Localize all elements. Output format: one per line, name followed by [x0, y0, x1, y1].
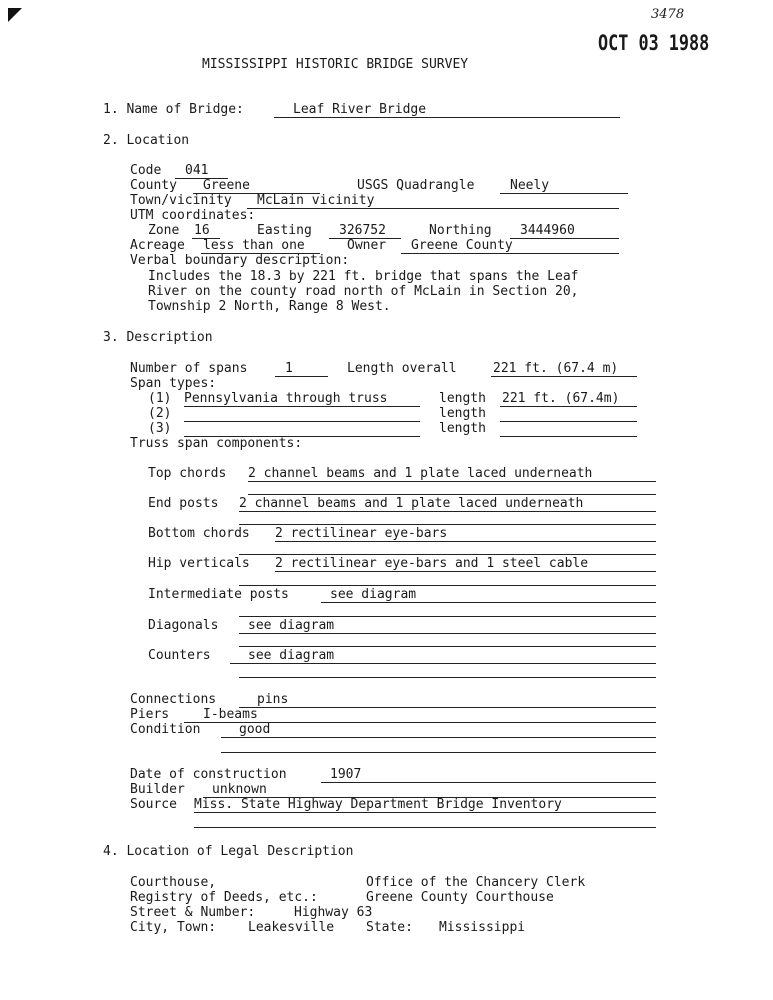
top-chords-line-1 — [248, 481, 656, 482]
verbal-boundary-line-2: River on the county road north of McLain in Section 20, — [148, 284, 579, 299]
end-posts-line-1 — [239, 511, 656, 512]
end-posts-value: 2 channel beams and 1 plate laced underneath — [239, 496, 584, 511]
intermediate-posts-value: see diagram — [330, 587, 417, 602]
truss-components-label: Truss span components: — [130, 436, 303, 451]
connections-value: pins — [257, 692, 289, 707]
zone-value: 16 — [194, 223, 210, 238]
end-posts-line-2 — [239, 524, 656, 525]
span-row-2-length-line — [500, 421, 637, 422]
intermediate-posts-line-2 — [239, 616, 656, 617]
courthouse-label: Courthouse, — [130, 875, 217, 890]
diagonals-label: Diagonals — [148, 618, 219, 633]
northing-value: 3444960 — [520, 223, 575, 238]
easting-value: 326752 — [339, 223, 386, 238]
code-value: 041 — [185, 163, 209, 178]
top-chords-line-2 — [248, 494, 656, 495]
source-line-2 — [194, 827, 656, 828]
county-label: County — [130, 178, 177, 193]
town-value: McLain vicinity — [257, 193, 375, 208]
span-row-2-num: (2) — [148, 406, 172, 421]
northing-line — [510, 238, 619, 239]
counters-value: see diagram — [248, 648, 335, 663]
intermediate-posts-label: Intermediate posts — [148, 587, 289, 602]
acreage-label: Acreage — [130, 238, 185, 253]
bottom-chords-line-1 — [275, 541, 656, 542]
span-row-1-type-line — [184, 406, 420, 407]
legal-description-heading: 4. Location of Legal Description — [103, 844, 354, 859]
hip-verticals-line-2 — [239, 585, 656, 586]
span-row-2-type-line — [184, 421, 420, 422]
northing-label: Northing — [429, 223, 492, 238]
spans-label: Number of spans — [130, 361, 248, 376]
span-row-3-num: (3) — [148, 421, 172, 436]
construction-date-value: 1907 — [330, 767, 362, 782]
registry-value: Greene County Courthouse — [366, 890, 554, 905]
verbal-boundary-label: Verbal boundary description: — [130, 253, 350, 268]
usgs-value: Neely — [510, 178, 550, 193]
builder-label: Builder — [130, 782, 185, 797]
condition-line-2 — [221, 752, 656, 753]
span-row-1-length: 221 ft. (67.4m) — [502, 391, 620, 406]
bottom-chords-value: 2 rectilinear eye-bars — [275, 526, 448, 541]
hip-verticals-value: 2 rectilinear eye-bars and 1 steel cable — [275, 556, 589, 571]
verbal-boundary-line-3: Township 2 North, Range 8 West. — [148, 299, 391, 314]
top-chords-label: Top chords — [148, 466, 227, 481]
piers-label: Piers — [130, 707, 170, 722]
city-value: Leakesville — [248, 920, 335, 935]
counters-label: Counters — [148, 648, 211, 663]
source-label: Source — [130, 797, 177, 812]
document-title: MISSISSIPPI HISTORIC BRIDGE SURVEY — [202, 57, 469, 72]
owner-line — [401, 253, 619, 254]
condition-label: Condition — [130, 722, 201, 737]
piers-value: I-beams — [203, 707, 258, 722]
spans-value: 1 — [285, 361, 293, 376]
top-chords-value: 2 channel beams and 1 plate laced underneath — [248, 466, 593, 481]
location-heading: 2. Location — [103, 133, 190, 148]
corner-mark — [8, 8, 22, 22]
courthouse-value: Office of the Chancery Clerk — [366, 875, 586, 890]
handwritten-number: 3478 — [651, 7, 685, 22]
connections-line — [239, 707, 656, 708]
condition-line-1 — [221, 737, 656, 738]
length-overall-value: 221 ft. (67.4 m) — [493, 361, 619, 376]
street-label: Street & Number: — [130, 905, 256, 920]
counters-line-1 — [230, 663, 656, 664]
span-row-3-length-line — [500, 436, 637, 437]
owner-label: Owner — [347, 238, 387, 253]
end-posts-label: End posts — [148, 496, 219, 511]
town-label: Town/vicinity — [130, 193, 232, 208]
city-label: City, Town: — [130, 920, 217, 935]
spans-line — [275, 376, 328, 377]
counters-line-2 — [239, 677, 656, 678]
span-row-2-length-label: length — [439, 406, 486, 421]
verbal-boundary-line-1: Includes the 18.3 by 221 ft. bridge that spans the Leaf — [148, 269, 579, 284]
span-row-3-length-label: length — [439, 421, 486, 436]
zone-label: Zone — [148, 223, 180, 238]
builder-value: unknown — [212, 782, 267, 797]
bottom-chords-label: Bottom chords — [148, 526, 250, 541]
construction-date-line — [321, 782, 656, 783]
intermediate-posts-line-1 — [321, 602, 656, 603]
source-value: Miss. State Highway Department Bridge Inventory — [194, 797, 562, 812]
state-label: State: — [366, 920, 413, 935]
bridge-name-value: Leaf River Bridge — [293, 102, 427, 117]
hip-verticals-label: Hip verticals — [148, 556, 250, 571]
source-line-1 — [194, 812, 656, 813]
span-types-label: Span types: — [130, 376, 217, 391]
connections-label: Connections — [130, 692, 217, 707]
county-value: Greene — [203, 178, 250, 193]
span-row-1-type: Pennsylvania through truss — [184, 391, 388, 406]
usgs-line — [500, 193, 628, 194]
easting-label: Easting — [257, 223, 312, 238]
code-label: Code — [130, 163, 162, 178]
span-row-1-num: (1) — [148, 391, 172, 406]
utm-label: UTM coordinates: — [130, 208, 256, 223]
bridge-name-line — [274, 117, 620, 118]
diagonals-line-2 — [239, 646, 656, 647]
span-row-1-length-label: length — [439, 391, 486, 406]
length-overall-line — [491, 376, 637, 377]
usgs-label: USGS Quadrangle — [357, 178, 475, 193]
received-date-stamp: OCT 03 1988 — [598, 31, 710, 55]
diagonals-value: see diagram — [248, 618, 335, 633]
street-value: Highway 63 — [294, 905, 373, 920]
description-heading: 3. Description — [103, 330, 213, 345]
construction-date-label: Date of construction — [130, 767, 287, 782]
length-overall-label: Length overall — [347, 361, 457, 376]
hip-verticals-line-1 — [275, 571, 656, 572]
acreage-value: less than one — [203, 238, 305, 253]
bottom-chords-line-2 — [239, 554, 656, 555]
diagonals-line-1 — [239, 633, 656, 634]
bridge-name-label: 1. Name of Bridge: — [103, 102, 244, 117]
span-row-1-length-line — [500, 406, 637, 407]
state-value: Mississippi — [439, 920, 526, 935]
owner-value: Greene County — [411, 238, 513, 253]
condition-value: good — [239, 722, 271, 737]
town-line — [247, 208, 619, 209]
registry-label: Registry of Deeds, etc.: — [130, 890, 318, 905]
